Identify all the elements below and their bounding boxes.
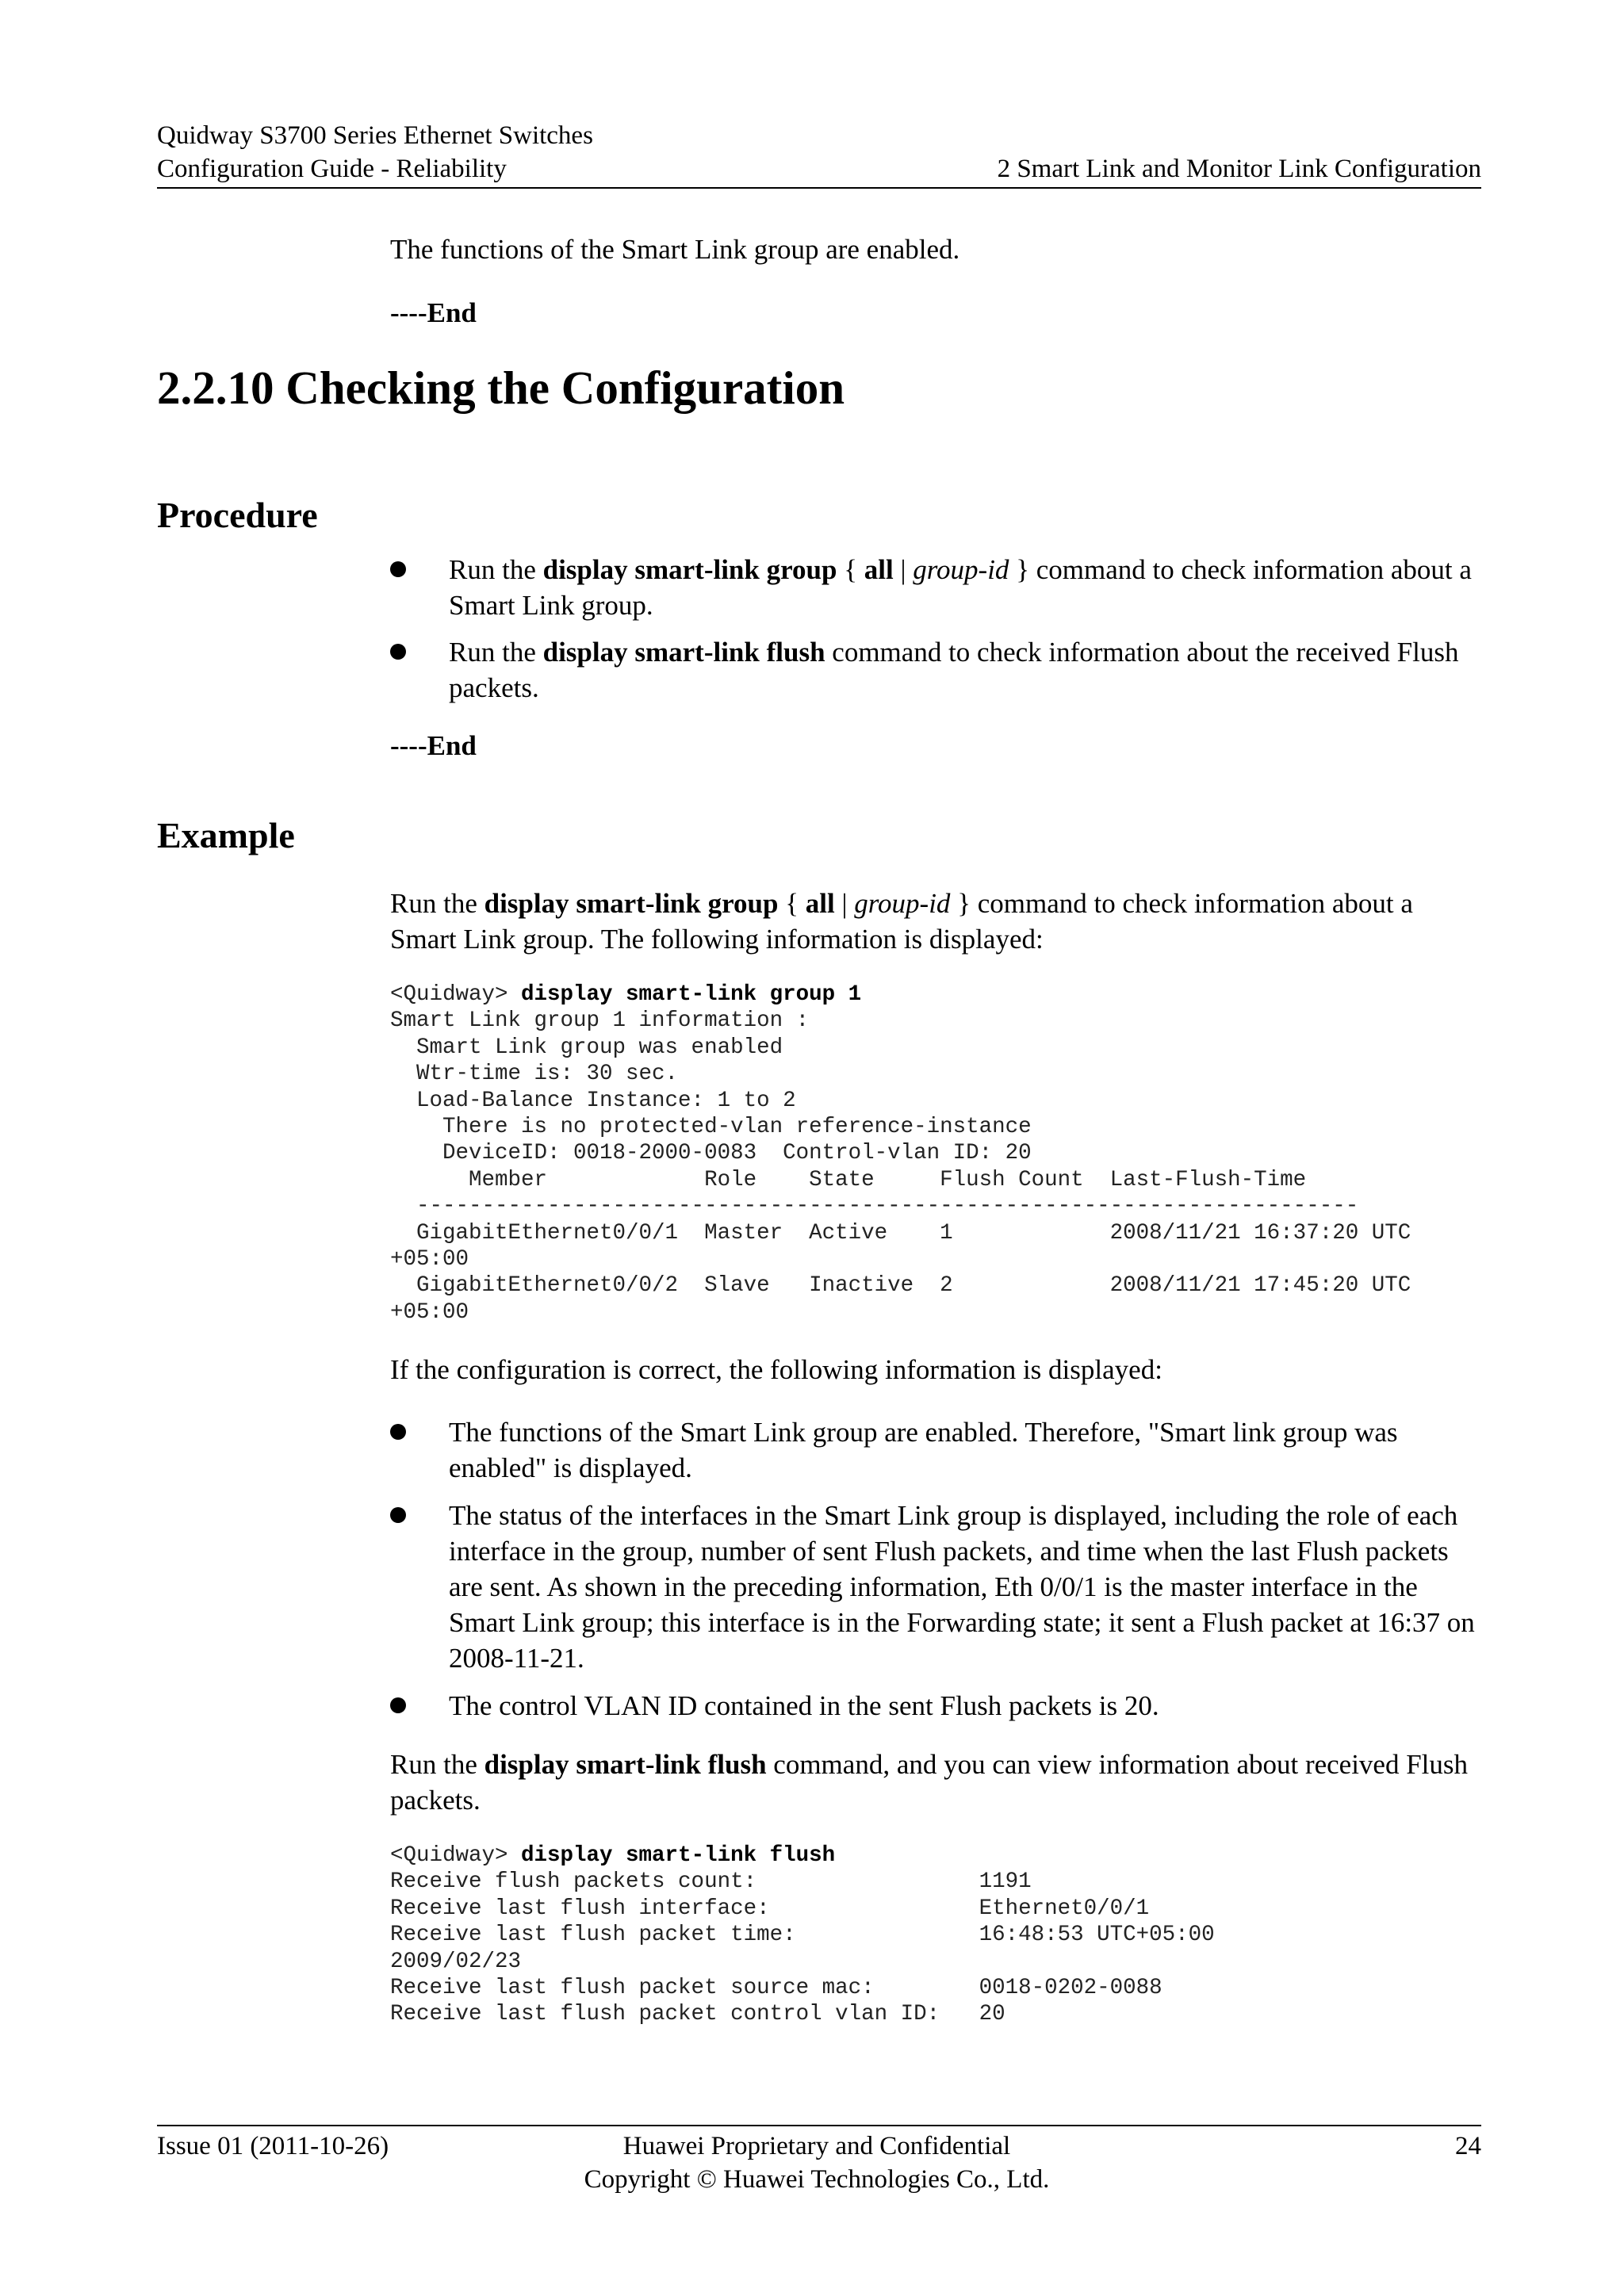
header-guide: Configuration Guide - Reliability xyxy=(157,155,507,183)
code-line: DeviceID: 0018-2000-0083 Control-vlan ID: 20 xyxy=(390,1141,1032,1166)
code-line: Receive flush packets count: 1191 xyxy=(390,1869,1032,1895)
footer-rule xyxy=(157,2125,1481,2126)
footer-confidential: Huawei Proprietary and Confidential xyxy=(622,2132,1011,2160)
example-heading: Example xyxy=(157,815,295,855)
procedure-heading: Procedure xyxy=(157,495,318,535)
procedure-list xyxy=(390,552,1481,706)
code-line: +05:00 xyxy=(390,1247,469,1272)
code-line: Load-Balance Instance: 1 to 2 xyxy=(390,1088,796,1113)
list-item: The functions of the Smart Link group are enabled. Therefore, "Smart link group was enabled" is displayed. xyxy=(390,1414,1481,1486)
bullet-icon xyxy=(390,561,406,577)
page-number: 24 xyxy=(1455,2132,1481,2160)
header-rule xyxy=(157,187,1481,189)
bullet-icon xyxy=(390,1424,406,1440)
footer-issue: Issue 01 (2011-10-26) xyxy=(157,2132,389,2160)
result-list xyxy=(390,1414,1481,1724)
section-title: 2.2.10 Checking the Configuration xyxy=(157,362,845,414)
command-text: display smart-link flush xyxy=(542,637,825,668)
code-prompt: <Quidway> xyxy=(390,982,522,1007)
code-command: display smart-link group 1 xyxy=(521,982,862,1007)
bullet-icon xyxy=(390,644,406,660)
code-line: +05:00 xyxy=(390,1299,469,1325)
header-chapter: 2 Smart Link and Monitor Link Configuration xyxy=(997,155,1481,183)
code-line: Smart Link group 1 information : xyxy=(390,1008,810,1034)
code-line: Receive last flush packet control vlan ID: 20 xyxy=(390,2002,1005,2027)
flush-paragraph: Run the display smart-link flush command, and you can view information about received Flush packets. xyxy=(390,1749,1469,1816)
code-block-flush xyxy=(390,1843,1215,2028)
code-line: There is no protected-vlan reference-instance xyxy=(390,1115,1032,1140)
header-product: Quidway S3700 Series Ethernet Switches xyxy=(157,121,593,150)
list-item: Run the display smart-link group { all | group-id } command to check information about a Smart Link group. xyxy=(390,552,1481,623)
code-block-group xyxy=(390,982,1411,1326)
result-intro-paragraph: If the configuration is correct, the following information is displayed: xyxy=(390,1354,1162,1385)
code-line: Receive last flush packet source mac: 0018-0202-0088 xyxy=(390,1976,1162,2001)
code-line: 2009/02/23 xyxy=(390,1949,522,1974)
intro-paragraph: The functions of the Smart Link group are enabled. xyxy=(390,234,960,265)
footer-center xyxy=(420,2130,1213,2196)
list-item: The control VLAN ID contained in the sent Flush packets is 20. xyxy=(390,1688,1481,1724)
code-line: GigabitEthernet0/0/2 Slave Inactive 2 2008/11/21 17:45:20 UTC xyxy=(390,1273,1411,1299)
end-marker: ----End xyxy=(390,297,477,328)
code-line: Wtr-time is: 30 sec. xyxy=(390,1062,679,1087)
code-line: Receive last flush packet time: 16:48:53 UTC+05:00 xyxy=(390,1923,1215,1948)
bullet-icon xyxy=(390,1507,406,1523)
end-marker: ----End xyxy=(390,730,477,761)
code-command: display smart-link flush xyxy=(521,1843,836,1868)
page-header xyxy=(157,119,1481,186)
code-line: Smart Link group was enabled xyxy=(390,1035,783,1060)
footer-copyright: Copyright © Huawei Technologies Co., Ltd. xyxy=(584,2165,1050,2194)
list-item: The status of the interfaces in the Smart Link group is displayed, including the role of each interface in the group, number of sent Flush packets, and time when the last Flush packets are sent. As shown in the preceding information, Eth 0/0/1 is the master interface in the Smart Link group; this interface is in the Forwarding state; it sent a Flush packet at 16:37 on 2008-11-21. xyxy=(390,1498,1481,1676)
code-line: GigabitEthernet0/0/1 Master Active 1 2008/11/21 16:37:20 UTC xyxy=(390,1220,1411,1246)
bullet-icon xyxy=(390,1697,406,1713)
example-paragraph: Run the display smart-link group { all | group-id } command to check information about a Smart Link group. The following information is displayed: xyxy=(390,888,1413,955)
code-line: ------------------------------------------------------------------------ xyxy=(390,1194,1359,1219)
command-text: display smart-link group xyxy=(542,554,837,585)
code-prompt: <Quidway> xyxy=(390,1843,522,1868)
code-line: Member Role State Flush Count Last-Flush-Time xyxy=(390,1167,1307,1192)
code-line: Receive last flush interface: Ethernet0/0/1 xyxy=(390,1896,1150,1921)
list-item: Run the display smart-link flush command to check information about the received Flush packets. xyxy=(390,634,1481,706)
